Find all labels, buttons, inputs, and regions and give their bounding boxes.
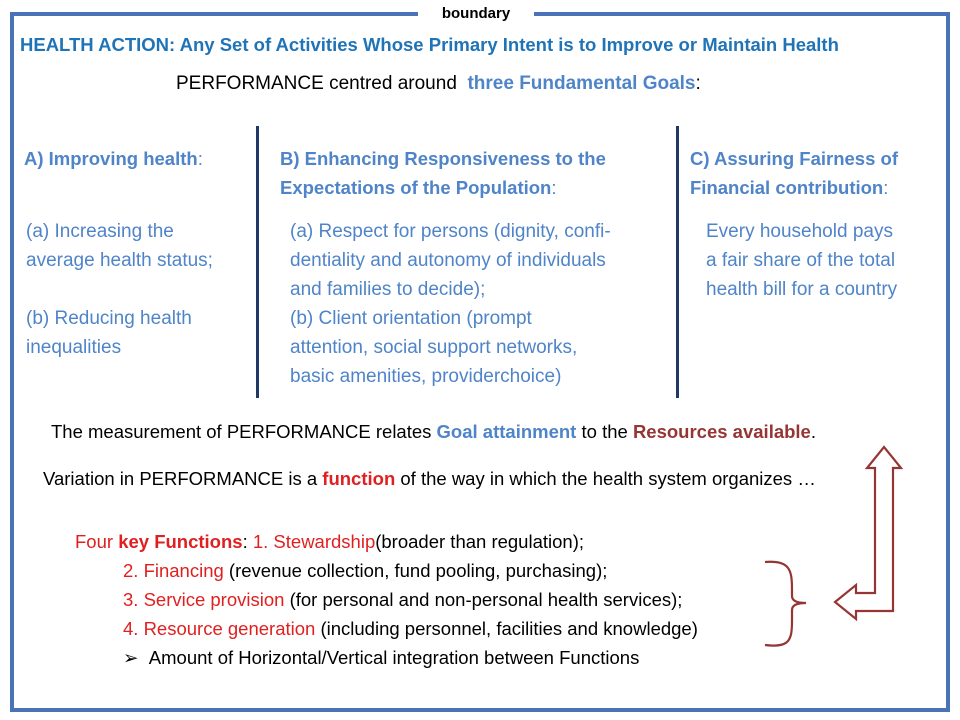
measurement-prefix: The measurement of PERFORMANCE relates [51,421,432,442]
goal-b-line: basic amenities, providerchoice) [290,366,562,387]
feedback-arrow-icon [835,447,901,619]
goal-c-colon: : [883,177,889,198]
goal-b-line: dentiality and autonomy of individuals [290,250,606,271]
goal-b-heading-line2: Expectations of the Population [280,177,552,198]
function-3-label: 3. Service provision [123,589,285,610]
functions-intro-colon: : [242,531,253,552]
function-3-text: (for personal and non-personal health services); [284,589,683,610]
goal-b-line: (b) Client orientation (prompt [290,308,532,329]
goal-attainment-highlight: Goal attainment [436,421,577,442]
page-title: HEALTH ACTION: Any Set of Activities Whose Primary Intent is to Improve or Maintain Health [20,34,839,55]
variation-suffix: of the way in which the health system organizes … [400,468,816,489]
key-functions-highlight: key Functions [118,531,243,552]
measurement-middle: to the [581,421,628,442]
goal-a-colon: : [197,148,203,169]
function-4-label: 4. Resource generation [123,618,316,639]
performance-prefix: PERFORMANCE centred around [176,73,457,94]
goal-b-line: (a) Respect for persons (dignity, confi- [290,221,611,242]
goal-c-heading-line1: C) Assuring Fairness of [690,148,898,169]
measurement-suffix: . [810,421,816,442]
goal-b-line: attention, social support networks, [290,337,578,358]
goal-a-line: average health status; [26,250,213,271]
variation-prefix: Variation in PERFORMANCE is a [43,468,318,489]
goal-a-line: inequalities [26,337,122,358]
goal-a-line: (b) Reducing health [26,308,192,329]
goal-b-colon: : [551,177,557,198]
function-2-text: (revenue collection, fund pooling, purchasing); [223,560,608,581]
function-highlight: function [322,468,396,489]
performance-suffix: : [695,73,701,94]
function-2-label: 2. Financing [123,560,224,581]
functions-intro-four: Four [75,531,119,552]
goal-c-line: a fair share of the total [706,250,896,271]
function-1-text: (broader than regulation); [375,531,585,552]
goal-a-line: (a) Increasing the [26,221,174,242]
boundary-label: boundary [418,2,534,26]
integration-bullet-text: Amount of Horizontal/Vertical integration between Functions [148,647,640,668]
function-1-label: 1. Stewardship [252,531,376,552]
goal-b-line: and families to decide); [290,279,486,300]
arrow-bullet-icon: ➢ [123,647,139,668]
function-4-text: (including personnel, facilities and knowledge) [315,618,698,639]
resources-available-highlight: Resources available [632,421,811,442]
fundamental-goals-highlight: three Fundamental Goals [467,73,696,94]
goal-b-heading-line1: B) Enhancing Responsiveness to the [280,148,606,169]
goal-c-heading-line2: Financial contribution [690,177,884,198]
curly-brace-icon [765,562,806,646]
goal-a-heading-text: A) Improving health [24,148,198,169]
goal-c-line: Every household pays [706,221,893,242]
goal-c-line: health bill for a country [706,279,898,300]
